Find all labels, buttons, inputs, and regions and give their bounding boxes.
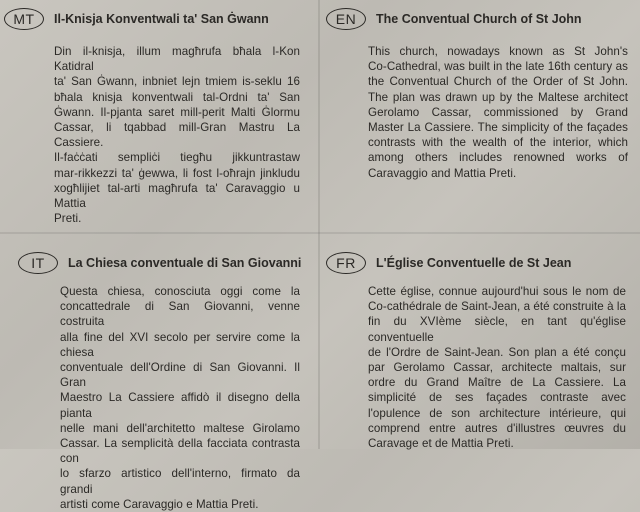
section-it-header: [18, 252, 301, 274]
text-line: conventuale dell'Ordine di San Giovanni. Il Gran: [60, 361, 300, 390]
text-line: nelle mani dell'architetto maltese Girolamo: [60, 421, 300, 435]
text-line: The plan was drawn up by the Maltese architect: [368, 90, 628, 104]
language-badge-mt: MT: [4, 8, 44, 30]
text-line: the Conventual Church of the Order of St John.: [368, 75, 628, 89]
text-line: ta' San Ġwann, inbniet lejn tmiem is-seklu 16: [54, 75, 300, 89]
language-badge-fr: FR: [326, 252, 366, 274]
text-line: Preti.: [54, 212, 82, 226]
language-badge-it: IT: [18, 252, 58, 274]
section-mt-title: Il-Knisja Konventwali ta' San Ġwann: [54, 12, 269, 26]
text-line: alla fine del XVI secolo per servire come la chiesa: [60, 330, 300, 359]
section-mt-header: [4, 8, 269, 30]
text-line: contrasts with the wealth of the interior, which: [368, 136, 628, 150]
text-line: comprend entre autres d'illustres œuvres du: [368, 421, 626, 435]
text-line: concattedrale di San Giovanni, venne costruita: [60, 300, 300, 329]
text-line: Cette église, connue aujourd'hui sous le nom de: [368, 285, 626, 298]
text-line: Il-faċċati sempliċi tiegħu jikkuntrastaw: [54, 151, 300, 165]
text-line: Master La Cassiere. The simplicity of the façades: [368, 121, 628, 135]
text-line: fin du XVIème siècle, en tant qu'église conventuelle: [368, 315, 626, 344]
section-fr-header: [326, 252, 571, 274]
text-line: mar-rikkezzi ta' ġewwa, li fost l-oħrajn jinkludu: [54, 166, 300, 180]
section-fr-text: [368, 284, 626, 451]
section-fr-title: L'Église Conventuelle de St Jean: [376, 256, 572, 270]
text-line: xogħlijiet tal-arti magħrufa ta' Caravaggio u Mattia: [54, 181, 300, 211]
text-line: Ġwann. Il-pjanta saret mill-perit Malti Ġlormu: [54, 105, 300, 119]
text-line: Gerolamo Cassar, commissioned by Grand: [368, 105, 628, 119]
text-line: Cassar. La semplicità della facciata contrasta con: [60, 437, 300, 466]
text-line: l'opulence de son architecture intérieure, qui: [368, 406, 626, 420]
column-divider: [318, 0, 320, 449]
section-en-header: [326, 8, 582, 30]
section-en-title: The Conventual Church of St John: [376, 12, 582, 26]
language-badge-en: EN: [326, 8, 366, 30]
text-line: Caravaggio and Mattia Preti.: [368, 166, 517, 180]
text-line: Caravage et de Mattia Preti.: [368, 437, 514, 451]
text-line: This church, nowadays known as St John's: [368, 45, 628, 58]
text-line: artisti come Caravaggio e Mattia Preti.: [60, 497, 259, 511]
text-line: Questa chiesa, conosciuta oggi come la: [60, 285, 300, 298]
text-line: among others includes renowned works of: [368, 151, 628, 165]
section-it-title: La Chiesa conventuale di San Giovanni: [68, 256, 302, 270]
text-line: bħala knisja konventwali tal-Ordni ta' San: [54, 90, 300, 104]
text-line: Maestro La Cassiere affidò il disegno della pianta: [60, 391, 300, 420]
section-en-text: [368, 44, 628, 181]
text-line: ordre du Grand Maître de La Cassiere. La: [368, 376, 626, 390]
text-line: de l'Ordre de Saint-Jean. Son plan a été conçu: [368, 345, 626, 359]
section-mt-text: [54, 44, 300, 226]
text-line: par Gerolamo Cassar, architecte maltais, sur: [368, 361, 626, 375]
text-line: Co-Cathedral, was built in the late 16th century as: [368, 60, 628, 74]
text-line: Co-cathédrale de Saint-Jean, a été construite à la: [368, 300, 626, 314]
section-it-text: [60, 284, 300, 512]
text-line: Cassar, li tqabbad mill-Gran Mastru La Cassiere.: [54, 121, 300, 150]
row-divider: [0, 232, 640, 234]
text-line: Din il-knisja, illum magħrufa bħala l-Kon Katidral: [54, 45, 300, 74]
text-line: lo sfarzo artistico dell'interno, firmato da grandi: [60, 467, 300, 496]
text-line: simplicité de ses façades contraste avec: [368, 391, 626, 405]
